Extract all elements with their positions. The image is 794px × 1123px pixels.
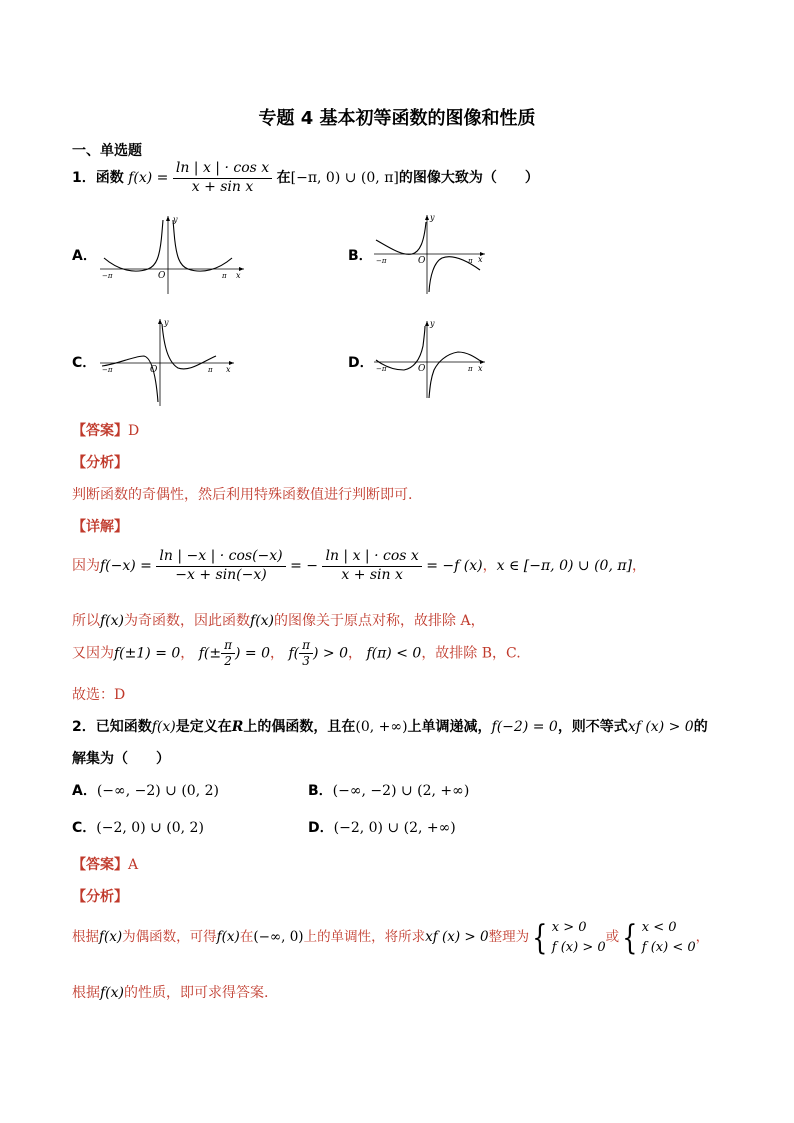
an1-interval: (−∞, 0) — [253, 929, 304, 945]
x-label: x — [478, 255, 483, 264]
y-axis-arrow — [425, 321, 429, 326]
q1-option-b-label[interactable]: B． — [348, 248, 373, 264]
curve-right — [173, 220, 232, 271]
detail3-e2a: f(± — [198, 645, 222, 662]
x-label: x — [236, 271, 241, 280]
q2-option-d-label: D． — [308, 820, 334, 836]
detail1-eq: = − — [290, 558, 319, 574]
q2-option-b[interactable] — [308, 780, 469, 800]
an1-or: 或 — [605, 929, 620, 945]
q1-domain: [−π, 0) ∪ (0, π] — [290, 170, 399, 186]
q1-analysis-tag: 【分析】 — [72, 455, 128, 471]
y-label: y — [164, 318, 169, 327]
q2-text-c: 上的偶函数，且在 — [243, 719, 356, 735]
neg-pi-label: −π — [102, 272, 113, 280]
q1-detail-tag: 【详解】 — [72, 519, 128, 535]
an1-c: 在 — [239, 929, 254, 945]
detail3-a: 又因为 — [72, 645, 114, 662]
q2-option-c-value: (−2, 0) ∪ (0, 2) — [96, 820, 204, 836]
detail1-frac1 — [156, 548, 285, 584]
y-axis-arrow — [166, 216, 170, 221]
an2-fx: f(x) — [100, 985, 125, 1001]
section-heading: 一、单选题 — [72, 143, 142, 159]
detail3-sep1: ， — [180, 645, 195, 662]
q1-domain-pre: 在 — [276, 170, 291, 186]
y-label: y — [173, 215, 178, 224]
pi-label: π — [208, 366, 213, 374]
an1-fx2: f(x) — [216, 929, 240, 945]
q2-interval: (0, +∞) — [355, 719, 408, 735]
q1-frac-num: ln | x | · cos x — [173, 160, 272, 179]
q2-answer — [72, 854, 138, 874]
detail2-b: 为奇函数，因此函数 — [124, 613, 251, 629]
case2-brace: { — [622, 917, 638, 958]
answer-tag: 【答案】 — [72, 857, 128, 873]
origin-label: O — [418, 256, 426, 266]
y-label: y — [430, 319, 435, 328]
q1-option-a-label[interactable]: A． — [72, 248, 97, 264]
detail2-c: 的图像关于原点对称，故排除 A， — [274, 613, 485, 629]
q2-option-b-label: B． — [308, 783, 333, 799]
q1-detail-line1 — [72, 548, 646, 584]
neg-pi-label: −π — [376, 365, 387, 373]
detail3-e2b: ) = 0 — [235, 645, 270, 662]
y-axis-arrow — [158, 319, 162, 324]
q2-text-a: 已知函数 — [95, 719, 152, 735]
curve-left — [376, 222, 426, 254]
q2-text-b: 是定义在 — [175, 719, 232, 735]
q2-stem-line1 — [72, 716, 708, 736]
neg-pi-label: −π — [102, 366, 113, 374]
q2-option-c-label: C． — [72, 820, 97, 836]
detail3-pi3-num: π — [299, 638, 313, 654]
pi-label: π — [222, 272, 227, 280]
q2-fx: f(x) — [151, 719, 176, 735]
answer-value: D — [128, 423, 140, 439]
q2-ineq: xf (x) > 0 — [627, 719, 694, 735]
pi-label: π — [468, 365, 473, 373]
q2-analysis-line1 — [72, 918, 709, 957]
an1-end: ， — [695, 929, 710, 945]
an1-fx: f(x) — [99, 929, 123, 945]
case1-brace: { — [532, 917, 548, 958]
detail1-frac2-den: x + sin x — [341, 566, 403, 583]
detail3-e3a: f( — [288, 645, 300, 662]
q2-text-d: 上单调递减， — [407, 719, 492, 735]
q2-option-a-label: A． — [72, 783, 97, 799]
q2-stem-line2: 解集为（ ） — [72, 751, 170, 767]
origin-label: O — [158, 271, 166, 281]
q2-number: 2． — [72, 719, 96, 735]
q2-option-d-value: (−2, 0) ∪ (2, +∞) — [333, 820, 456, 836]
q1-number: 1． — [72, 170, 96, 186]
an2-b: 的性质，即可求得答案. — [124, 985, 269, 1001]
detail2-fx2: f(x) — [250, 613, 275, 629]
an1-ineq: xf (x) > 0 — [425, 929, 489, 945]
detail2-a: 所以 — [72, 613, 100, 629]
an1-a: 根据 — [72, 929, 99, 945]
q2-option-a-value: (−∞, −2) ∪ (0, 2) — [96, 783, 219, 799]
detail3-pi3-den: 3 — [302, 654, 310, 668]
origin-label: O — [150, 365, 158, 375]
q2-option-c[interactable] — [72, 817, 204, 837]
detail3-e4: f(π) < 0 — [366, 645, 422, 662]
q2-cond: f(−2) = 0 — [491, 719, 558, 735]
q2-text-f: 的 — [693, 719, 708, 735]
detail1-comma: ， — [482, 558, 497, 574]
an1-b: 为偶函数，可得 — [122, 929, 217, 945]
neg-pi-label: −π — [376, 257, 387, 265]
case2-top: x < 0 — [641, 920, 677, 935]
q2-R: R — [231, 719, 244, 735]
answer-value: A — [128, 857, 139, 873]
x-label: x — [226, 365, 231, 374]
detail1-fx: f(−x) = — [100, 558, 152, 574]
case1-bottom: f (x) > 0 — [551, 939, 606, 955]
q1-graph-a[interactable] — [98, 212, 248, 296]
q1-frac-den: x + sin x — [191, 178, 254, 195]
q1-prefix: 函数 — [95, 170, 124, 186]
an1-d: 上的单调性，将所求 — [303, 929, 426, 945]
detail1-pre: 因为 — [72, 558, 100, 574]
detail1-frac2-num: ln | x | · cos x — [322, 548, 421, 567]
detail1-frac2 — [322, 548, 421, 584]
q2-option-a[interactable] — [72, 780, 219, 800]
q1-choice: 故选：D — [72, 687, 126, 703]
q1-analysis-text: 判断函数的奇偶性，然后利用特殊函数值进行判断即可. — [72, 487, 413, 503]
detail1-frac1-num: ln | −x | · cos(−x) — [156, 548, 285, 567]
x-label: x — [478, 364, 483, 373]
detail3-e1: f(±1) = 0 — [114, 645, 181, 662]
q1-detail-line2 — [72, 610, 485, 630]
detail3-sep2: ， — [270, 645, 284, 662]
q1-graph-c[interactable] — [98, 316, 238, 408]
y-axis-arrow — [425, 215, 429, 220]
detail1-post: = −f (x) — [426, 558, 483, 574]
q1-graph-b[interactable] — [372, 212, 488, 296]
detail3-end: ，故排除 B，C. — [421, 645, 521, 662]
detail1-end: ， — [632, 558, 647, 574]
q1-option-c-label[interactable]: C． — [72, 355, 97, 371]
q1-answer — [72, 420, 139, 440]
curve-left — [104, 220, 163, 271]
pi-label: π — [468, 257, 473, 265]
detail3-pi2-num: π — [221, 638, 235, 654]
detail3-frac-pi3 — [299, 638, 313, 669]
an2-a: 根据 — [72, 985, 100, 1001]
q1-suffix: 的图像大致为（ ） — [398, 170, 539, 186]
detail1-domain: x ∈ [−π, 0) ∪ (0, π] — [496, 558, 633, 574]
answer-tag: 【答案】 — [72, 423, 128, 439]
q1-fx: f(x) = — [128, 170, 169, 186]
origin-label: O — [418, 364, 426, 374]
q2-analysis-tag: 【分析】 — [72, 889, 128, 905]
q1-graph-d[interactable] — [372, 318, 488, 400]
detail3-e3b: ) > 0 — [313, 645, 348, 662]
curve-right — [429, 352, 482, 398]
y-label: y — [430, 213, 435, 222]
q2-analysis-line2 — [72, 982, 268, 1002]
detail3-frac-pi2 — [221, 638, 235, 669]
an1-e: 整理为 — [488, 929, 530, 945]
detail3-pi2-den: 2 — [224, 654, 232, 668]
q1-fraction — [173, 160, 272, 196]
case1-top: x > 0 — [551, 920, 587, 935]
page-title: 专题 4 基本初等函数的图像和性质 — [258, 108, 536, 129]
detail1-frac1-den: −x + sin(−x) — [175, 566, 267, 583]
q2-option-d[interactable] — [308, 817, 456, 837]
detail3-sep3: ， — [348, 645, 362, 662]
case2-bottom: f (x) < 0 — [641, 939, 696, 955]
case2 — [642, 918, 696, 957]
q1-stem — [72, 160, 539, 196]
q2-text-e: ，则不等式 — [557, 719, 628, 735]
q1-detail-line3 — [72, 638, 521, 669]
q1-option-d-label[interactable]: D． — [348, 355, 374, 371]
q2-option-b-value: (−∞, −2) ∪ (2, +∞) — [332, 783, 470, 799]
curve-right — [162, 324, 216, 369]
case1 — [552, 918, 606, 957]
detail2-fx: f(x) — [100, 613, 125, 629]
